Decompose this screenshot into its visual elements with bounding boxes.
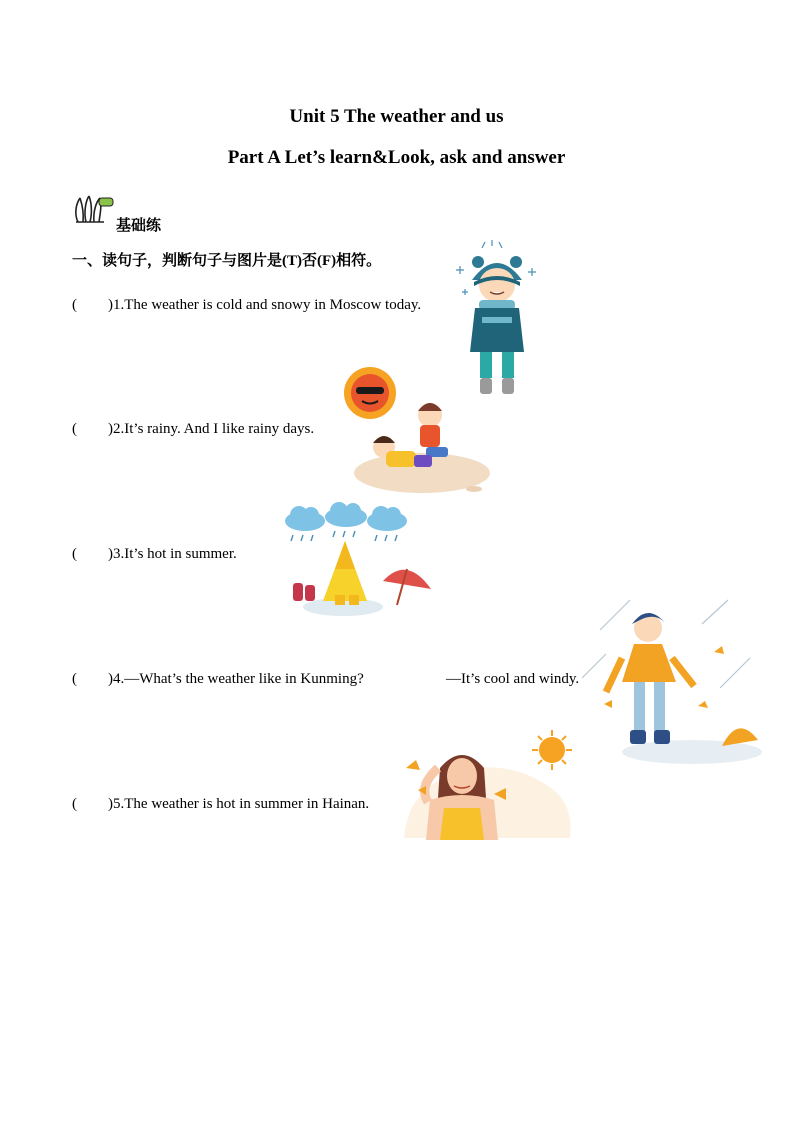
- question-3: [72, 546, 237, 563]
- question-1: [72, 297, 421, 314]
- bunny-mascot-icon: [72, 192, 116, 226]
- answer-paren[interactable]: (: [72, 796, 77, 812]
- question-text: )4.—What’s the weather like in Kunming?: [108, 671, 364, 687]
- question-text: )5.The weather is hot in summer in Hainan.: [108, 796, 370, 812]
- answer-paren[interactable]: (: [72, 297, 77, 313]
- page-subtitle: Part A Let’s learn&Look, ask and answer: [227, 147, 566, 168]
- sunny-beach-kids-illustration: [342, 365, 490, 497]
- question-5: [72, 796, 369, 813]
- question-4-answer: —It’s cool and windy.: [446, 671, 580, 687]
- question-text: )1.The weather is cold and snowy in Moscow today.: [108, 297, 422, 313]
- question-text: )3.It’s hot in summer.: [108, 546, 237, 562]
- question-2: [72, 421, 314, 438]
- answer-paren[interactable]: (: [72, 421, 77, 437]
- answer-paren[interactable]: (: [72, 546, 77, 562]
- question-4: [72, 671, 364, 688]
- page-title: Unit 5 The weather and us: [289, 106, 504, 127]
- rain-raincoat-umbrella-illustration: [283, 503, 433, 621]
- badge-label: 基础练: [116, 218, 162, 234]
- hot-woman-sun-illustration: [398, 728, 574, 840]
- section-heading: 一、读句子，判断句子与图片是(T)否(F)相符。: [72, 253, 382, 269]
- question-text: )2.It’s rainy. And I like rainy days.: [108, 421, 315, 437]
- answer-paren[interactable]: (: [72, 671, 77, 687]
- windy-autumn-kid-illustration: [582, 598, 762, 768]
